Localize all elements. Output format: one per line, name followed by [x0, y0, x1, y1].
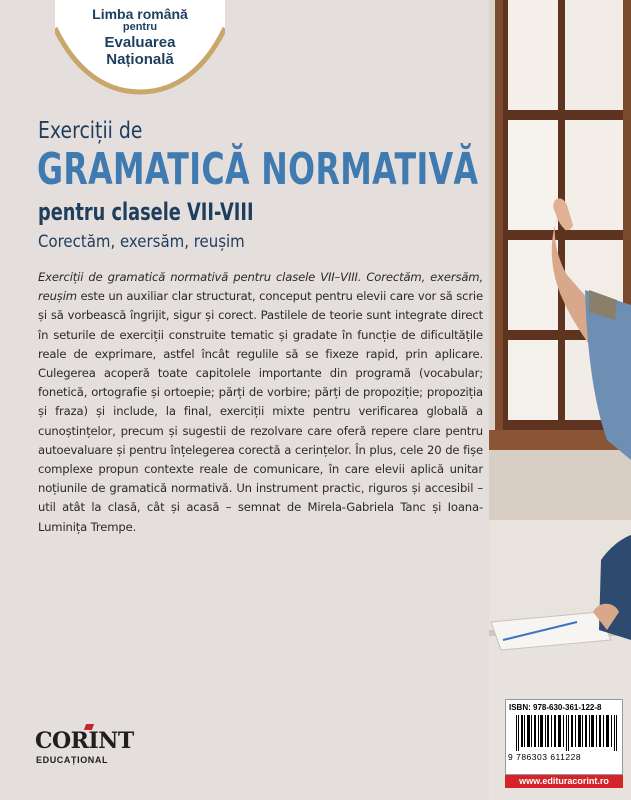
- series-line-4: Națională: [106, 51, 174, 68]
- book-subtitle: pentru clasele VII-VIII: [38, 198, 254, 226]
- series-line-3: Evaluarea: [104, 34, 176, 51]
- series-line-1: Limba română: [92, 6, 188, 22]
- publisher-division: EDUCAȚIONAL: [36, 755, 109, 765]
- publisher-website[interactable]: www.edituracorint.ro: [505, 775, 623, 788]
- series-badge: [55, 0, 225, 100]
- description-paragraph: [38, 268, 483, 537]
- publisher-logo: [35, 728, 134, 768]
- series-line-2: pentru: [122, 21, 158, 33]
- isbn-label: ISBN: 978-630-361-122-8: [509, 703, 602, 712]
- series-label: [55, 7, 225, 68]
- book-title: GRAMATICĂ NORMATIVĂ: [37, 144, 479, 195]
- classroom-photo: [489, 0, 631, 800]
- barcode-icon: [516, 715, 620, 751]
- barcode-digits: 9 786303 611228: [508, 752, 582, 762]
- title-prefix: Exerciții de: [38, 118, 143, 144]
- description-body: este un auxiliar clar structurat, conceput pentru elevii care vor să scrie și să vorbească îngrijit, sigur și corect. Pastilele de teorie sunt integrate direct în seturile de exerciții construite tematic și gradate în funcție de dificultățile reale de exprimare, astfel încât regulile să se fixeze rapid, prin aplicare. Culegerea acoperă toate capitolele importante din programă (vocabular; fonetică, ortografie și ortoepie; părți de vorbire; părți de propoziție; propoziția și fraza) și include, la final, exerciții mixte pentru verificarea globală a cunoștințelor, precum și sugestii de rezolvare care oferă repere clare pentru autoevaluare și pentru înțelegerea corectă a cerințelor. În plus, cele 20 de fișe complexe propun contexte reale de comunicare, în care elevii aplică unitar noțiunile de gramatică normativă. Un instrument practic, riguros și accesibil – util atât la clasă, cât și acasă – semnat de Mirela-Gabriela Tanc și Ioana-Luminița Trempe.: [38, 289, 483, 534]
- description-italic-title: Exerciții de gramatică normativă pentru clasele VII–VIII. Corectăm, exersăm, reușim: [38, 270, 483, 304]
- classroom-photo-illustration: [489, 0, 631, 800]
- book-description: [38, 268, 483, 537]
- isbn-block: [505, 699, 623, 775]
- publisher-name: CORINT: [35, 728, 134, 754]
- book-slogan: Corectăm, exersăm, reușim: [38, 232, 245, 252]
